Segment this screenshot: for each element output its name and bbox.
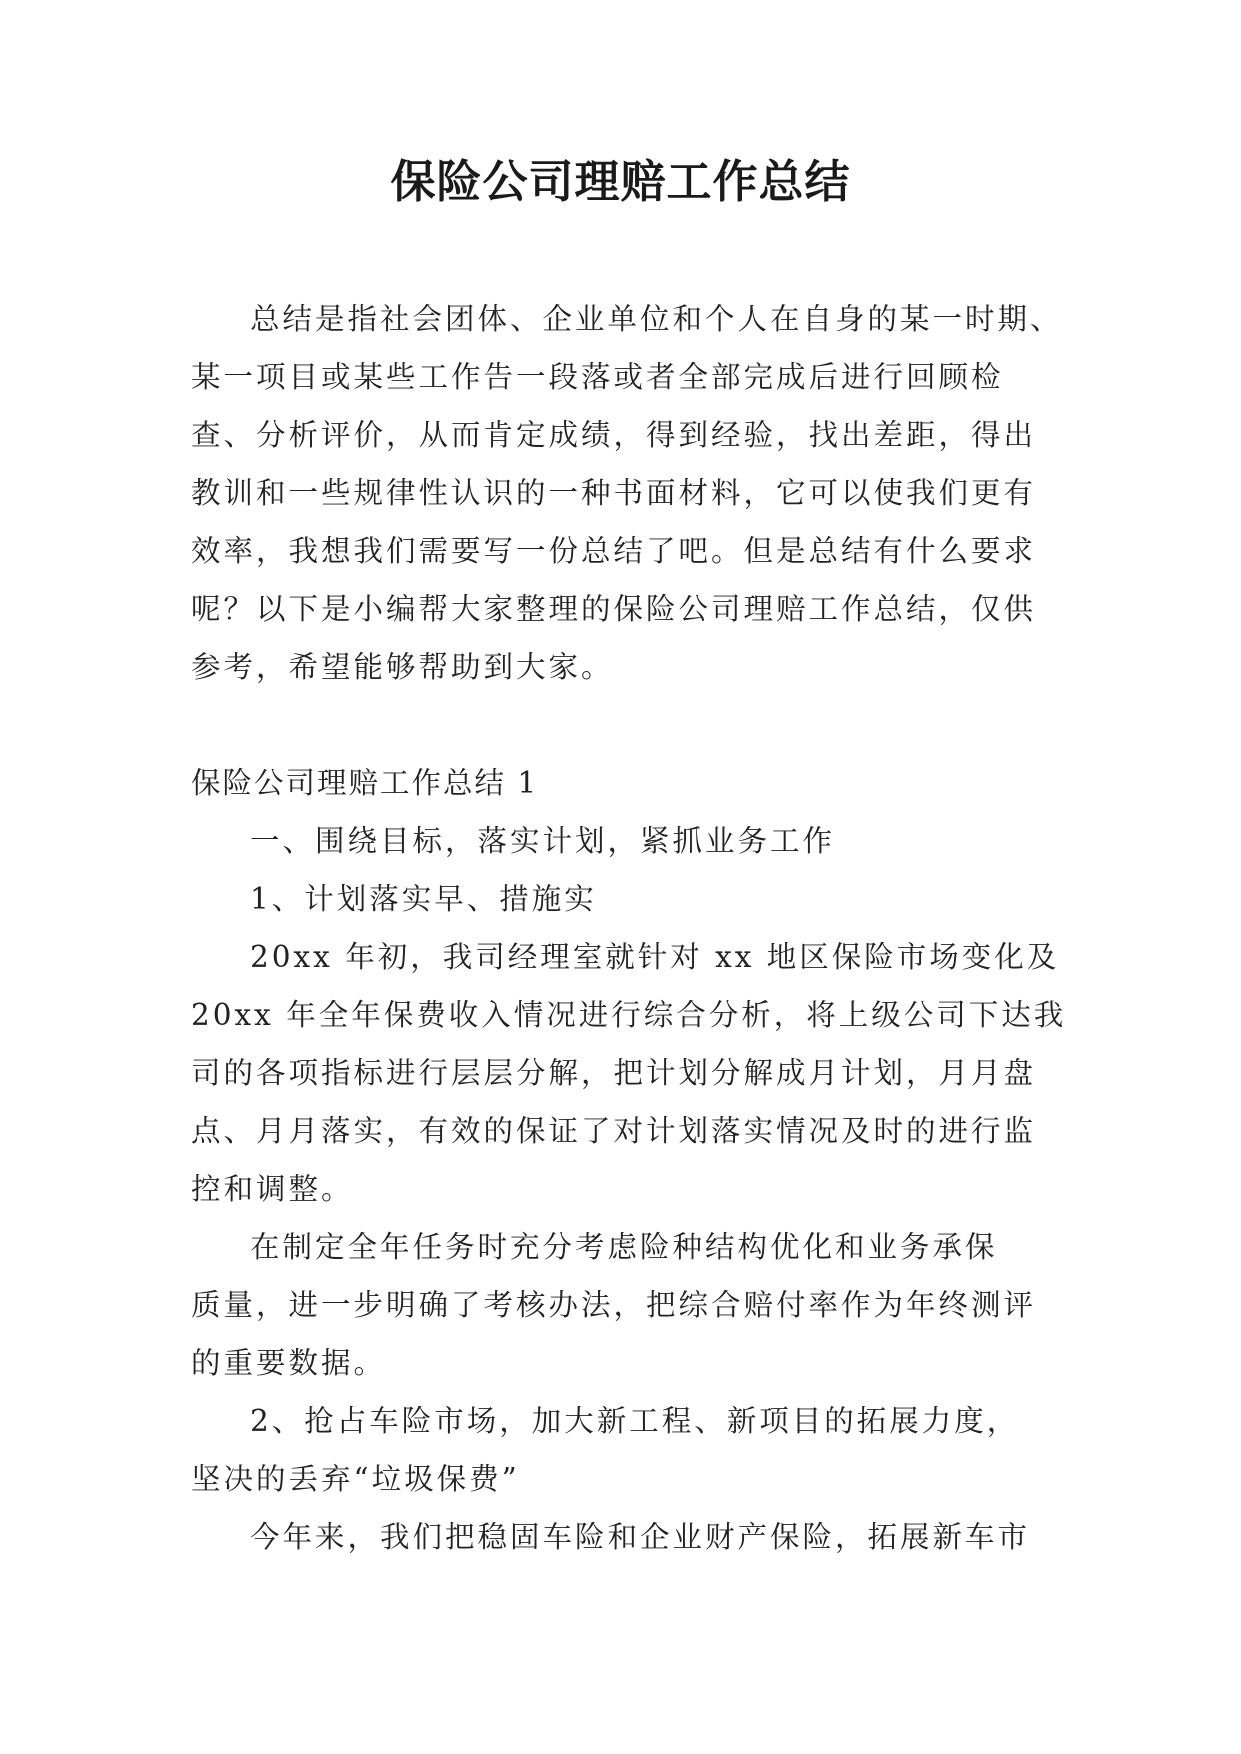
- section-heading-text: 保险公司理赔工作总结 1: [191, 766, 539, 800]
- subheading-1-1: [191, 870, 1053, 928]
- text-line: 呢？以下是小编帮大家整理的保险公司理赔工作总结，仅供: [191, 592, 1037, 626]
- text-line: 司的各项指标进行层层分解，把计划分解成月计划，月月盘: [191, 1056, 1037, 1090]
- subheading-1: [191, 812, 1053, 870]
- text-line: 在制定全年任务时充分考虑险种结构优化和业务承保: [250, 1230, 998, 1264]
- document-title: 保险公司理赔工作总结: [390, 155, 851, 208]
- intro-paragraph: [191, 290, 1063, 696]
- text-line: 质量，进一步明确了考核办法，把综合赔付率作为年终测评: [191, 1288, 1037, 1322]
- text-line: 20xx 年初，我司经理室就针对 xx 地区保险市场变化及: [250, 940, 1060, 974]
- subheading-text: 一、围绕目标，落实计划，紧抓业务工作: [250, 824, 836, 858]
- text-line: 参考，希望能够帮助到大家。: [191, 650, 614, 684]
- text-line: 控和调整。: [191, 1172, 354, 1206]
- text-line: 查、分析评价，从而肯定成绩，得到经验，找出差距，得出: [191, 418, 1037, 452]
- text-line: 2、抢占车险市场，加大新工程、新项目的拓展力度，: [250, 1404, 1020, 1438]
- paragraph-2: [191, 1218, 1053, 1392]
- text-line: 20xx 年全年保费收入情况进行综合分析，将上级公司下达我: [191, 998, 1067, 1032]
- paragraph-3: [191, 1508, 1053, 1566]
- text-line: 总结是指社会团体、企业单位和个人在自身的某一时期、: [250, 302, 1063, 336]
- text-line: 某一项目或某些工作告一段落或者全部完成后进行回顾检: [191, 360, 1004, 394]
- text-line: 点、月月落实，有效的保证了对计划落实情况及时的进行监: [191, 1114, 1037, 1148]
- text-line: 的重要数据。: [191, 1346, 387, 1380]
- document-body: [191, 290, 1067, 1566]
- text-line: 教训和一些规律性认识的一种书面材料，它可以使我们更有: [191, 476, 1037, 510]
- text-line: 今年来，我们把稳固车险和企业财产保险，拓展新车市: [250, 1520, 1031, 1554]
- subheading-text: 1、计划落实早、措施实: [250, 882, 597, 916]
- paragraph-1: [191, 928, 1067, 1218]
- text-line: 坚决的丢弃“垃圾保费”: [191, 1462, 520, 1496]
- text-line: 效率，我想我们需要写一份总结了吧。但是总结有什么要求: [191, 534, 1037, 568]
- subheading-1-2: [191, 1392, 1053, 1508]
- section-heading: [191, 754, 1053, 812]
